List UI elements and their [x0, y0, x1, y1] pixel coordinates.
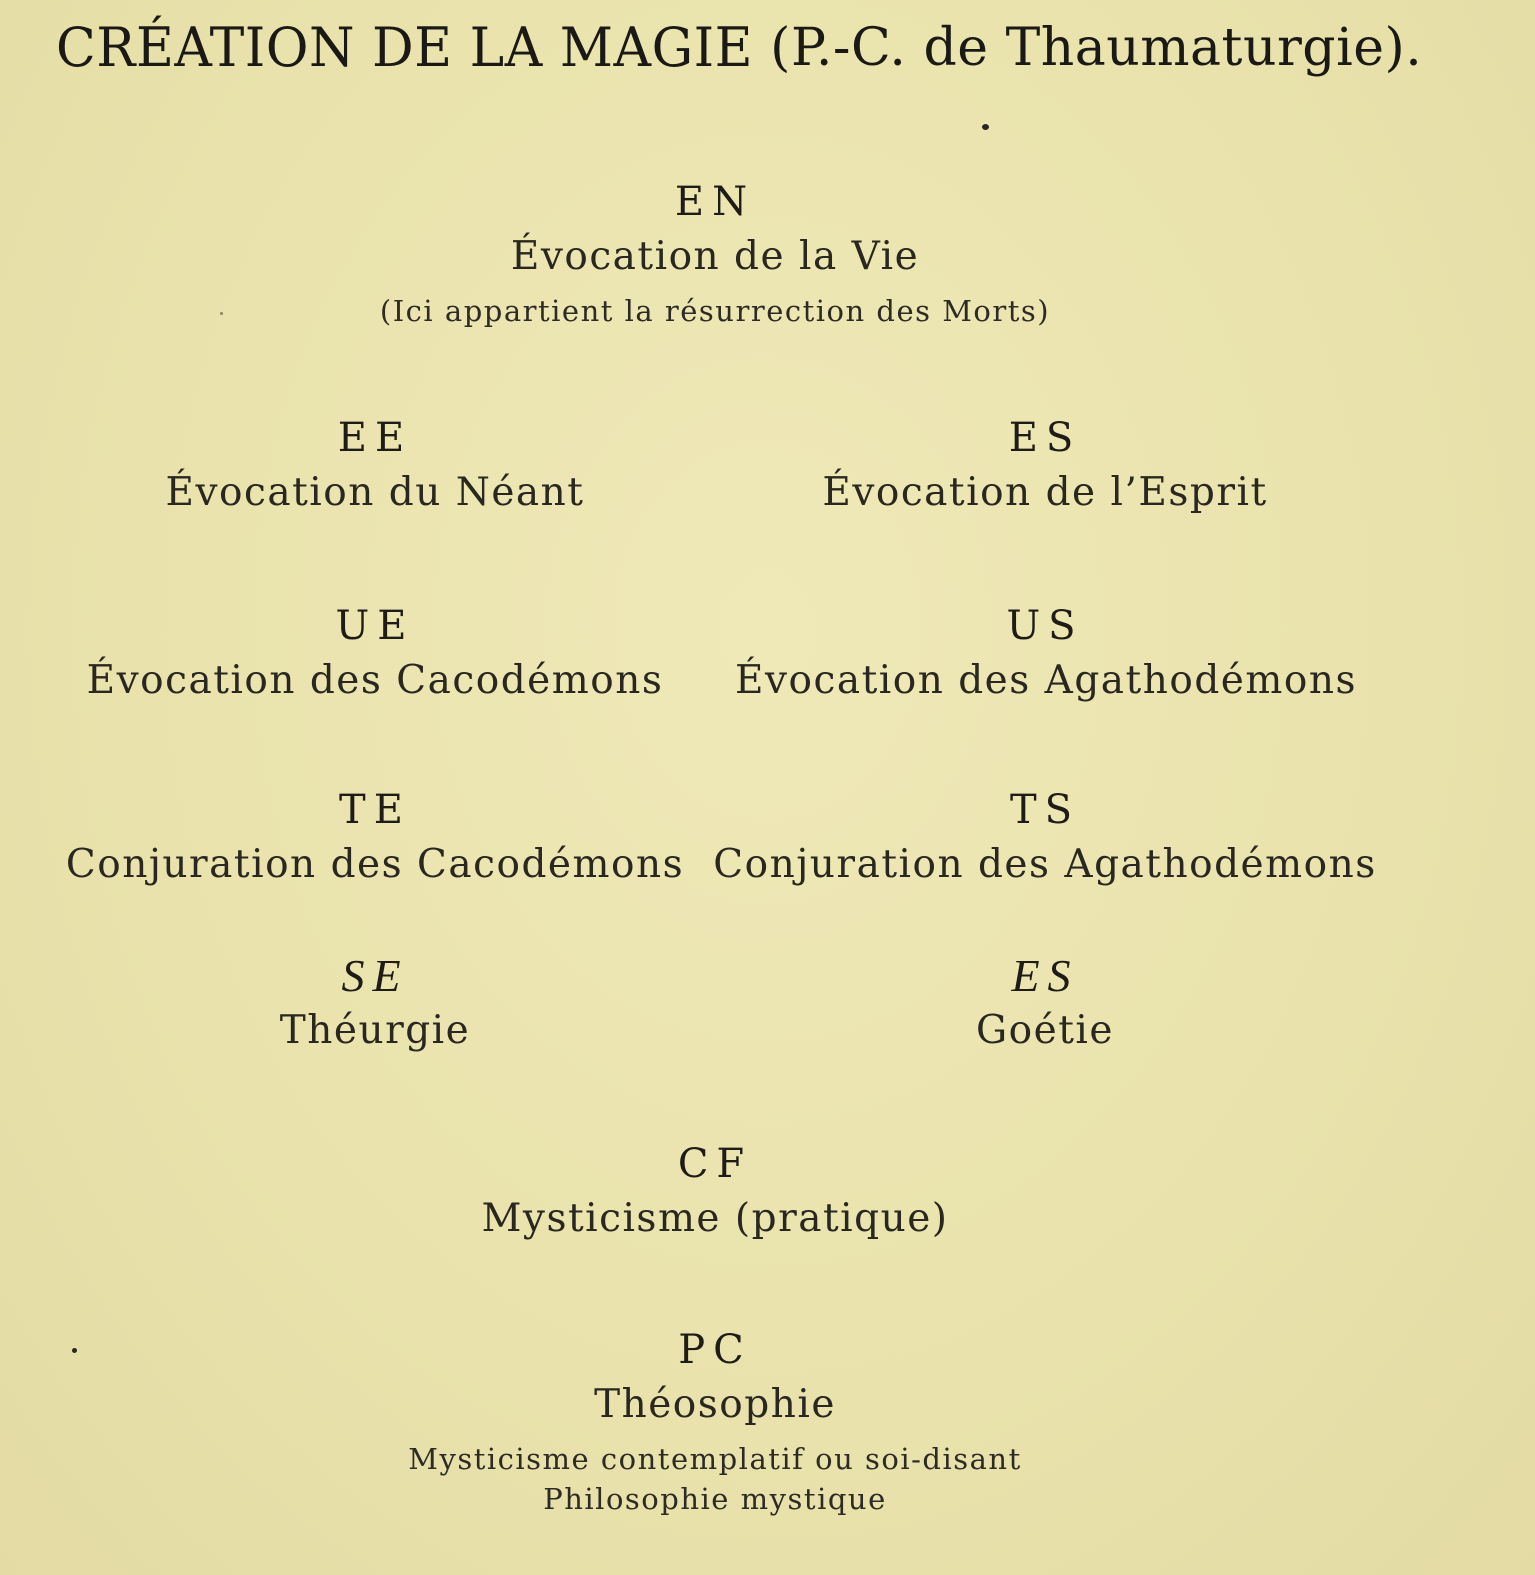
entry-note: Philosophie mystique: [543, 1482, 887, 1516]
page-title: [56, 18, 1422, 78]
entry-en: [315, 178, 1115, 334]
entry-code: PC: [678, 1327, 752, 1373]
entry-name: Conjuration des Agathodémons: [713, 842, 1377, 887]
title-caps: CRÉATION DE LA MAGIE: [56, 16, 754, 80]
entry-code: ES: [1011, 950, 1079, 1001]
entry-es: [735, 414, 1355, 524]
paper-speck: [220, 312, 223, 315]
entry-te: [35, 786, 715, 896]
entry-ts: [705, 786, 1385, 896]
entry-pc: [315, 1326, 1115, 1522]
entry-code: ES: [1008, 415, 1082, 461]
title-parenthetical: (P.-C. de Thaumaturgie).: [770, 18, 1423, 78]
entry-us: [735, 602, 1355, 712]
entry-note: (Ici appartient la résurrection des Morts): [379, 294, 1051, 328]
entry-code: EE: [337, 415, 413, 461]
entry-name: Conjuration des Cacodémons: [65, 842, 685, 887]
entry-name: Évocation de l’Esprit: [822, 470, 1268, 515]
entry-code: SE: [341, 950, 409, 1001]
entry-name: Évocation de la Vie: [510, 234, 920, 279]
entry-se: [65, 952, 685, 1062]
entry-name: Évocation du Néant: [165, 470, 585, 515]
entry-name: Évocation des Agathodémons: [735, 658, 1357, 703]
entry-ee: [65, 414, 685, 524]
entry-code: TE: [339, 787, 411, 833]
entry-name: Évocation des Cacodémons: [86, 658, 664, 703]
entry-code: UE: [335, 603, 415, 649]
entry-name: Théurgie: [279, 1008, 471, 1053]
paper-speck: [982, 124, 989, 130]
entry-code: TS: [1009, 787, 1081, 833]
entry-code: EN: [674, 179, 756, 225]
entry-code: CF: [677, 1141, 753, 1187]
entry-name: Mysticisme (pratique): [481, 1196, 949, 1241]
entry-note: Mysticisme contemplatif ou soi-disant: [408, 1442, 1022, 1476]
entry-cf: [315, 1140, 1115, 1250]
paper-speck: [72, 1348, 77, 1353]
entry-name: Théosophie: [594, 1382, 836, 1427]
entry-code: US: [1006, 603, 1084, 649]
entry-name: Goétie: [976, 1008, 1114, 1053]
entry-ue: [65, 602, 685, 712]
entry-es-goetie: [735, 952, 1355, 1062]
